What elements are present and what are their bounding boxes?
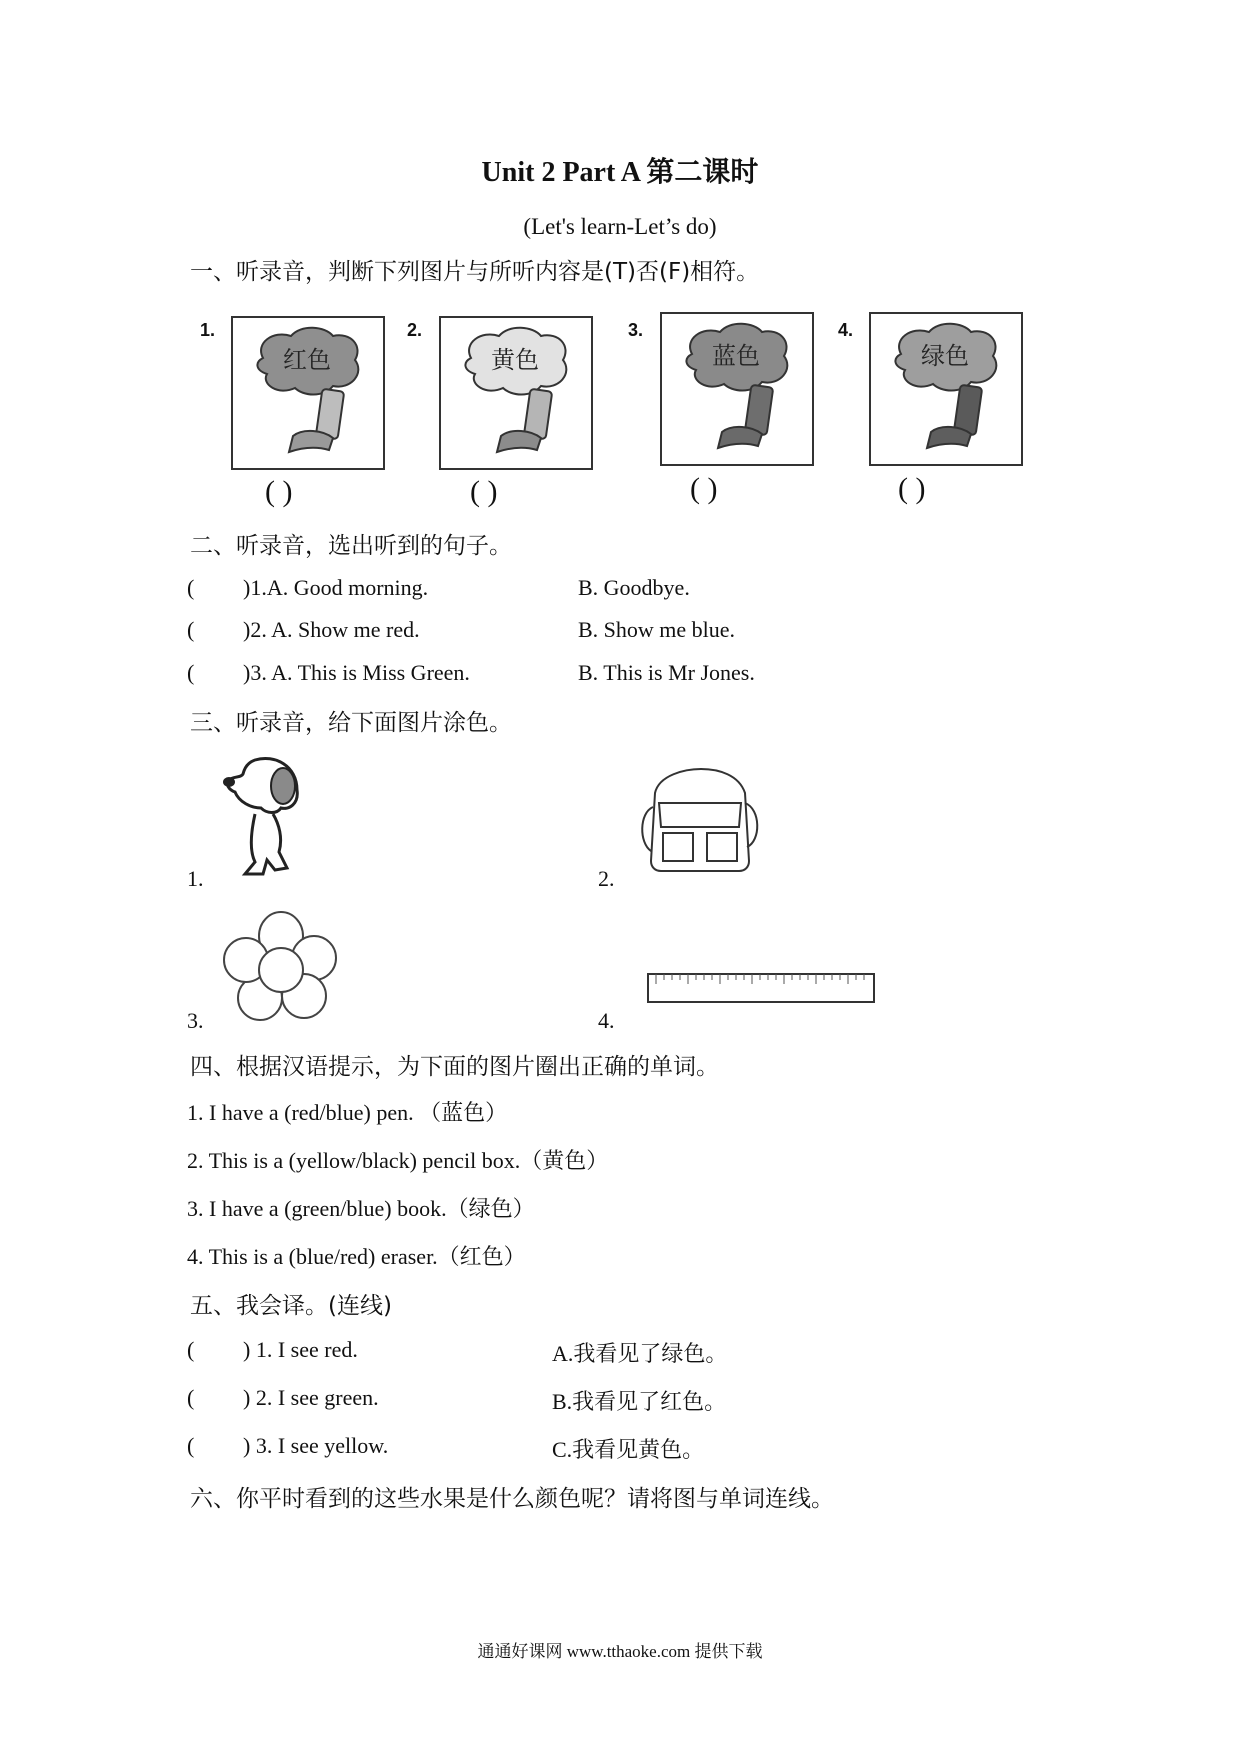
match-left: ) 1. I see red. xyxy=(243,1337,358,1362)
exercise-item: 2. This is a (yellow/black) pencil box.（黄色） xyxy=(187,1148,609,1173)
section2-heading: 二、听录音，选出听到的句子。 xyxy=(190,533,512,559)
paint-tube-icon xyxy=(871,314,1021,464)
match-blank: ( xyxy=(187,1433,195,1458)
match-blank: ( xyxy=(187,1337,195,1362)
section3-heading: 三、听录音，给下面图片涂色。 xyxy=(190,710,512,736)
match-right: A.我看见了绿色。 xyxy=(552,1341,728,1366)
section5-heading: 五、我会译。(连线) xyxy=(190,1293,392,1319)
page-subtitle: (Let's learn-Let’s do) xyxy=(523,214,717,239)
exercise-item: 1. I have a (red/blue) pen. （蓝色） xyxy=(187,1100,508,1125)
picture-number: 2. xyxy=(598,866,615,891)
dog-icon xyxy=(215,752,315,882)
choice-blank: ( xyxy=(187,617,195,642)
picture-number: 3. xyxy=(187,1008,204,1033)
card-number: 1. xyxy=(200,320,216,340)
paint-tube-icon xyxy=(662,314,812,464)
paint-tube-card xyxy=(660,312,814,466)
color-word: 红色 xyxy=(283,346,331,374)
color-word: 黄色 xyxy=(491,346,539,374)
match-blank: ( xyxy=(187,1385,195,1410)
choice-option-b: B. Show me blue. xyxy=(578,617,736,642)
answer-blank: ( ) xyxy=(470,475,498,508)
choice-option-a: )1.A. Good morning. xyxy=(243,575,429,600)
choice-blank: ( xyxy=(187,660,195,685)
match-right: B.我看见了红色。 xyxy=(552,1389,727,1414)
choice-option-b: B. This is Mr Jones. xyxy=(578,660,755,685)
exercise-item: 4. This is a (blue/red) eraser.（红色） xyxy=(187,1244,526,1269)
flower-icon xyxy=(222,908,340,1026)
section1-heading: 一、听录音，判断下列图片与所听内容是(T)否(F)相符。 xyxy=(190,259,760,285)
match-left: ) 3. I see yellow. xyxy=(243,1433,389,1458)
picture-number: 1. xyxy=(187,866,204,891)
answer-blank: ( ) xyxy=(898,472,926,505)
match-left: ) 2. I see green. xyxy=(243,1385,379,1410)
paint-tube-card xyxy=(231,316,385,470)
card-number: 4. xyxy=(838,320,854,340)
footer-credit: 通通好课网 www.tthaoke.com 提供下载 xyxy=(477,1642,763,1661)
choice-option-a: )2. A. Show me red. xyxy=(243,617,420,642)
color-word: 蓝色 xyxy=(712,342,760,370)
paint-tube-icon xyxy=(441,318,591,468)
card-number: 3. xyxy=(628,320,644,340)
paint-tube-card xyxy=(439,316,593,470)
paint-tube-icon xyxy=(233,318,383,468)
page-title: Unit 2 Part A 第二课时 xyxy=(481,157,759,188)
schoolbag-icon xyxy=(635,763,765,878)
choice-option-b: B. Goodbye. xyxy=(578,575,690,600)
section4-heading: 四、根据汉语提示，为下面的图片圈出正确的单词。 xyxy=(190,1054,719,1080)
choice-blank: ( xyxy=(187,575,195,600)
answer-blank: ( ) xyxy=(265,475,293,508)
ruler-icon xyxy=(646,972,876,1006)
paint-tube-card xyxy=(869,312,1023,466)
exercise-item: 3. I have a (green/blue) book.（绿色） xyxy=(187,1196,535,1221)
picture-number: 4. xyxy=(598,1008,615,1033)
card-number: 2. xyxy=(407,320,423,340)
section6-heading: 六、你平时看到的这些水果是什么颜色呢？请将图与单词连线。 xyxy=(190,1486,834,1512)
color-word: 绿色 xyxy=(921,342,969,370)
match-right: C.我看见黄色。 xyxy=(552,1437,705,1462)
choice-option-a: )3. A. This is Miss Green. xyxy=(243,660,470,685)
answer-blank: ( ) xyxy=(690,472,718,505)
